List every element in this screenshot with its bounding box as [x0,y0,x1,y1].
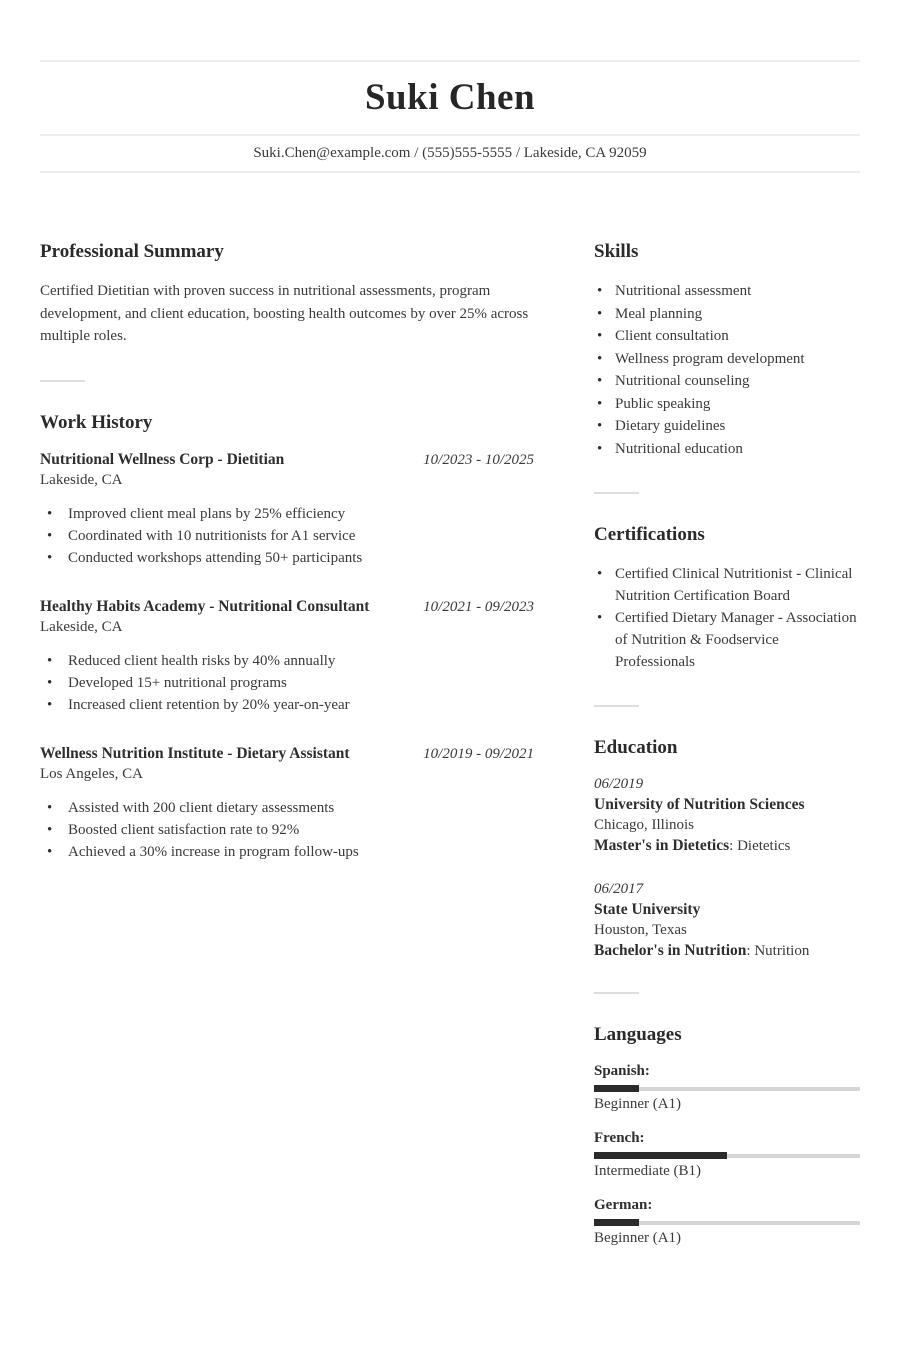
header-top-rule [40,60,860,62]
bar-fill [594,1219,639,1226]
job-dates: 10/2019 - 09/2021 [423,745,534,762]
languages-heading: Languages [594,1024,682,1045]
certifications-list [594,563,860,674]
job-header [40,451,534,469]
section-skills [594,241,860,460]
summary-heading: Professional Summary [40,241,224,262]
education-degree-label: Master's in Dietetics [594,837,730,854]
language-proficiency-bar [594,1152,860,1159]
summary-text: Certified Dietitian with proven success in nutritional assessments, program development, and client education, boosting health outcomes by over 25% across multiple roles. [40,283,529,344]
certification-item: • Certified Dietary Manager - Association of Nutrition & Foodservice Professionals [594,607,860,673]
education-heading: Education [594,737,678,758]
job-bullet-list [40,797,534,863]
language-entry [594,1063,860,1113]
certification-item: • Certified Clinical Nutritionist - Clinical Nutrition Certification Board [594,563,860,607]
education-entry [594,776,860,855]
section-education [594,737,860,960]
job-bullet-list [40,503,534,569]
job-header [40,598,534,616]
job-entry [40,745,534,863]
skill-item: • Public speaking [594,393,860,415]
education-date: 06/2017 [594,881,644,897]
education-entry [594,881,860,960]
section-certifications [594,524,860,674]
resume-page [0,60,900,1264]
language-name: Spanish: [594,1063,650,1079]
skill-item: • Nutritional assessment [594,280,860,302]
job-entry [40,451,534,569]
education-date: 06/2019 [594,776,644,792]
section-languages [594,1024,860,1247]
left-column [40,241,534,1264]
work-history-heading: Work History [40,411,153,433]
skills-heading: Skills [594,241,639,262]
skill-item: • Meal planning [594,303,860,325]
education-school: University of Nutrition Sciences [594,796,805,813]
section-divider [594,492,639,494]
education-location: Houston, Texas [594,922,687,938]
bullet-item: • Improved client meal plans by 25% efficiency [40,503,534,525]
job-header [40,745,534,763]
job-dates: 10/2021 - 09/2023 [423,598,534,615]
language-proficiency-bar [594,1085,860,1092]
language-name: German: [594,1197,653,1213]
section-divider [594,705,639,707]
job-title: Nutritional Wellness Corp - Dietitian [40,450,285,468]
candidate-name: Suki Chen [364,77,536,118]
skill-item: • Client consultation [594,325,860,347]
bullet-item: • Conducted workshops attending 50+ participants [40,547,534,569]
skills-list [594,280,860,460]
job-dates: 10/2023 - 10/2025 [423,451,534,468]
bar-fill [594,1152,727,1159]
bullet-item: • Developed 15+ nutritional programs [40,672,534,694]
bullet-item: • Increased client retention by 20% year-on-year [40,694,534,716]
language-proficiency-bar [594,1219,860,1226]
job-entry [40,598,534,716]
job-location: Lakeside, CA [40,618,123,635]
skill-item: • Wellness program development [594,348,860,370]
language-entry [594,1197,860,1247]
job-location: Los Angeles, CA [40,765,143,782]
section-divider [40,380,85,382]
education-degree-field: : Nutrition [746,943,810,959]
education-degree-field: : Dietetics [729,838,791,854]
bullet-item: • Assisted with 200 client dietary assessments [40,797,534,819]
education-location: Chicago, Illinois [594,817,694,833]
language-level: Beginner (A1) [594,1230,682,1246]
job-location: Lakeside, CA [40,471,123,488]
education-degree [594,837,860,855]
contact-info: Suki.Chen@example.com / (555)555-5555 / Lakeside, CA 92059 [40,134,860,173]
section-work-history [40,412,534,863]
resume-body [40,241,860,1264]
right-column [594,241,860,1264]
bullet-item: • Achieved a 30% increase in program follow-ups [40,841,534,863]
language-entry [594,1130,860,1180]
language-name: French: [594,1130,645,1146]
education-degree-label: Bachelor's in Nutrition [594,942,747,959]
language-level: Beginner (A1) [594,1096,682,1112]
skill-item: • Nutritional education [594,438,860,460]
job-title: Healthy Habits Academy - Nutritional Consultant [40,597,370,615]
bullet-item: • Coordinated with 10 nutritionists for A1 service [40,525,534,547]
certifications-heading: Certifications [594,523,705,545]
bullet-item: • Reduced client health risks by 40% annually [40,650,534,672]
section-professional-summary [40,241,534,348]
skill-item: • Dietary guidelines [594,415,860,437]
job-bullet-list [40,650,534,716]
education-degree [594,942,860,960]
language-level: Intermediate (B1) [594,1163,702,1179]
job-title: Wellness Nutrition Institute - Dietary Assistant [40,744,350,762]
skill-item: • Nutritional counseling [594,370,860,392]
education-school: State University [594,901,701,918]
bullet-item: • Boosted client satisfaction rate to 92% [40,819,534,841]
bar-fill [594,1085,639,1092]
section-divider [594,992,639,994]
